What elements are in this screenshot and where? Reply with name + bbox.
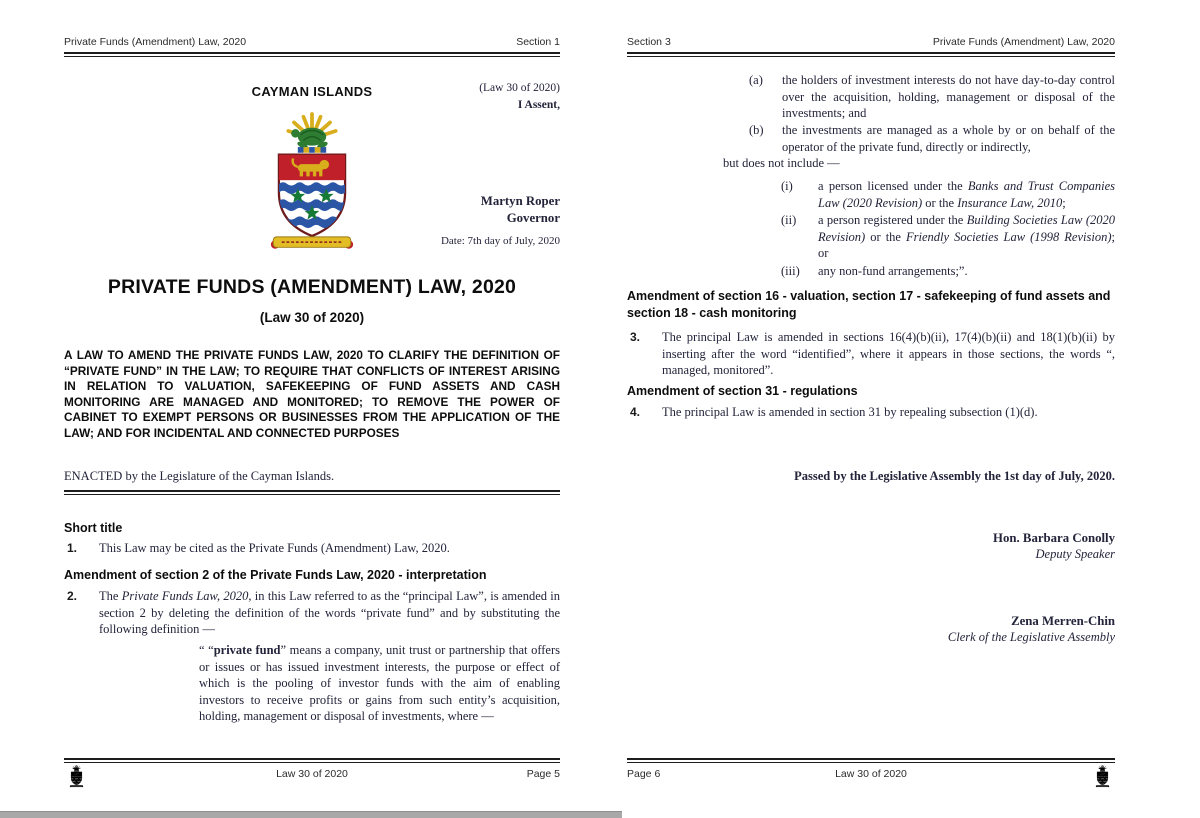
section-3 (627, 329, 1115, 379)
header-rule (627, 52, 1115, 57)
list-text: the holders of investment interests do not have day-to-day control over the acquisition, holding, management or disposal of the investments; and (782, 73, 1115, 120)
law-title: PRIVATE FUNDS (AMENDMENT) LAW, 2020 (107, 276, 517, 298)
list-marker: (i) (781, 179, 793, 193)
page-header (64, 36, 560, 48)
section-text: The Private Funds Law, 2020, in this Law referred to as the “principal Law”, is amended in section 2 by deleting the definition of the words “private fund” and by substituting the following definition — (99, 589, 561, 636)
long-title: A LAW TO AMEND THE PRIVATE FUNDS LAW, 2020 TO CLARIFY THE DEFINITION OF “PRIVATE FUND” IN THE LAW; TO REQUIRE THAT CONFLICTS OF INTEREST ARISING IN RELATION TO VALUATION, SAFEKEEPING OF FUND ASSETS AND CASH MONITORING ARE MANAGED AND MONITORED; TO REMOVE THE POWER OF CABINET TO EXEMPT PERSONS OR BUSINESSES FROM THE APPLICATION OF THE LAW; AND FOR INCIDENTAL AND CONNECTED PURPOSES (64, 348, 560, 440)
signatory-name: Hon. Barbara Conolly (993, 531, 1115, 545)
section-number: 2. (67, 588, 78, 603)
running-title: Private Funds (Amendment) Law, 2020 (64, 36, 247, 48)
cayman-coat-of-arms (260, 112, 364, 259)
list-item-iii (627, 263, 1115, 280)
list-text: any non-fund arrangements;”. (818, 264, 968, 278)
running-title: Private Funds (Amendment) Law, 2020 (932, 36, 1115, 48)
footer-crest-icon (1094, 765, 1111, 791)
page-6 (627, 36, 1115, 806)
passed-line: Passed by the Legislative Assembly the 1st day of July, 2020. (794, 469, 1115, 483)
list-text: a person licensed under the Banks and Trust Companies Law (2020 Revision) or the Insurance Law, 2010; (818, 179, 1115, 210)
section-number: 3. (630, 329, 641, 344)
list-item-b (627, 122, 1115, 155)
section-number: 1. (67, 540, 78, 555)
signatory-title: Clerk of the Legislative Assembly (947, 630, 1115, 644)
list-item-ii (627, 212, 1115, 262)
section-ref: Section 1 (516, 36, 560, 48)
signatory-title: Deputy Speaker (1035, 547, 1115, 561)
enacting-rule (64, 490, 560, 495)
section-2 (64, 588, 560, 638)
footer-law-ref: Law 30 of 2020 (276, 768, 348, 780)
section-4 (627, 404, 1115, 421)
section-heading-4: Amendment of section 31 - regulations (627, 384, 858, 398)
i-assent-line: I Assent, (517, 99, 560, 111)
footer-rule (64, 758, 560, 763)
list-marker: (b) (749, 123, 764, 137)
list-text: a person registered under the Building Societies Law (2020 Revision) or the Friendly Societies Law (1998 Revision); or (818, 213, 1115, 260)
section-heading-1: Short title (64, 521, 123, 535)
governor-name: Martyn Roper (480, 194, 560, 208)
section-1 (64, 540, 560, 557)
page-footer (64, 765, 560, 795)
footer-page-number: Page 6 (627, 768, 661, 780)
definition-text: “ “private fund” means a company, unit trust or partnership that offers or issues or has issued investment interests, the purpose or effect of which is the pooling of investor funds with the aim of enabling investors to receive profits or gains from such entity’s acquisition, holding, management or disposal of investments, where — (199, 643, 560, 723)
law-reference: (Law 30 of 2020) (479, 82, 560, 94)
section-heading-3: Amendment of section 16 - valuation, section 17 - safekeeping of fund assets and section 18 - cash monitoring (627, 289, 1111, 320)
page-footer (627, 765, 1115, 795)
connector-text: but does not include — (723, 156, 840, 170)
section-heading-2: Amendment of section 2 of the Private Funds Law, 2020 - interpretation (64, 568, 487, 582)
signature-1 (993, 530, 1115, 562)
assent-date: Date: 7th day of July, 2020 (440, 235, 560, 247)
page-header (627, 36, 1115, 48)
law-number: (Law 30 of 2020) (259, 310, 365, 325)
country-name: CAYMAN ISLANDS (251, 84, 373, 99)
footer-page-number: Page 5 (526, 768, 560, 780)
section-text: The principal Law is amended in sections 16(4)(b)(ii), 17(4)(b)(ii) and 18(1)(b)(ii) by inserting after the word “identified”, where it appears in those sections, the words “, managed, monitored”. (662, 330, 1115, 377)
governor-title: Governor (506, 211, 560, 225)
signatory-name: Zena Merren-Chin (1011, 614, 1115, 628)
list-marker: (a) (749, 73, 763, 87)
definition-block (64, 642, 560, 725)
footer-rule (627, 758, 1115, 763)
enacting-clause: ENACTED by the Legislature of the Cayman Islands. (64, 469, 335, 483)
footer-law-ref: Law 30 of 2020 (835, 768, 907, 780)
viewer-edge-bar (0, 811, 622, 818)
section-text: This Law may be cited as the Private Funds (Amendment) Law, 2020. (99, 541, 450, 555)
signature-2 (948, 613, 1115, 645)
section-text: The principal Law is amended in section 31 by repealing subsection (1)(d). (662, 405, 1038, 419)
header-rule (64, 52, 560, 57)
list-item-a (627, 72, 1115, 122)
list-marker: (ii) (781, 213, 797, 227)
section-ref: Section 3 (627, 36, 671, 48)
list-text: the investments are managed as a whole by or on behalf of the operator of the private fund, directly or indirectly, (782, 123, 1115, 154)
page-5 (64, 36, 560, 806)
list-marker: (iii) (781, 264, 800, 278)
list-item-i (627, 178, 1115, 211)
section-number: 4. (630, 404, 641, 419)
